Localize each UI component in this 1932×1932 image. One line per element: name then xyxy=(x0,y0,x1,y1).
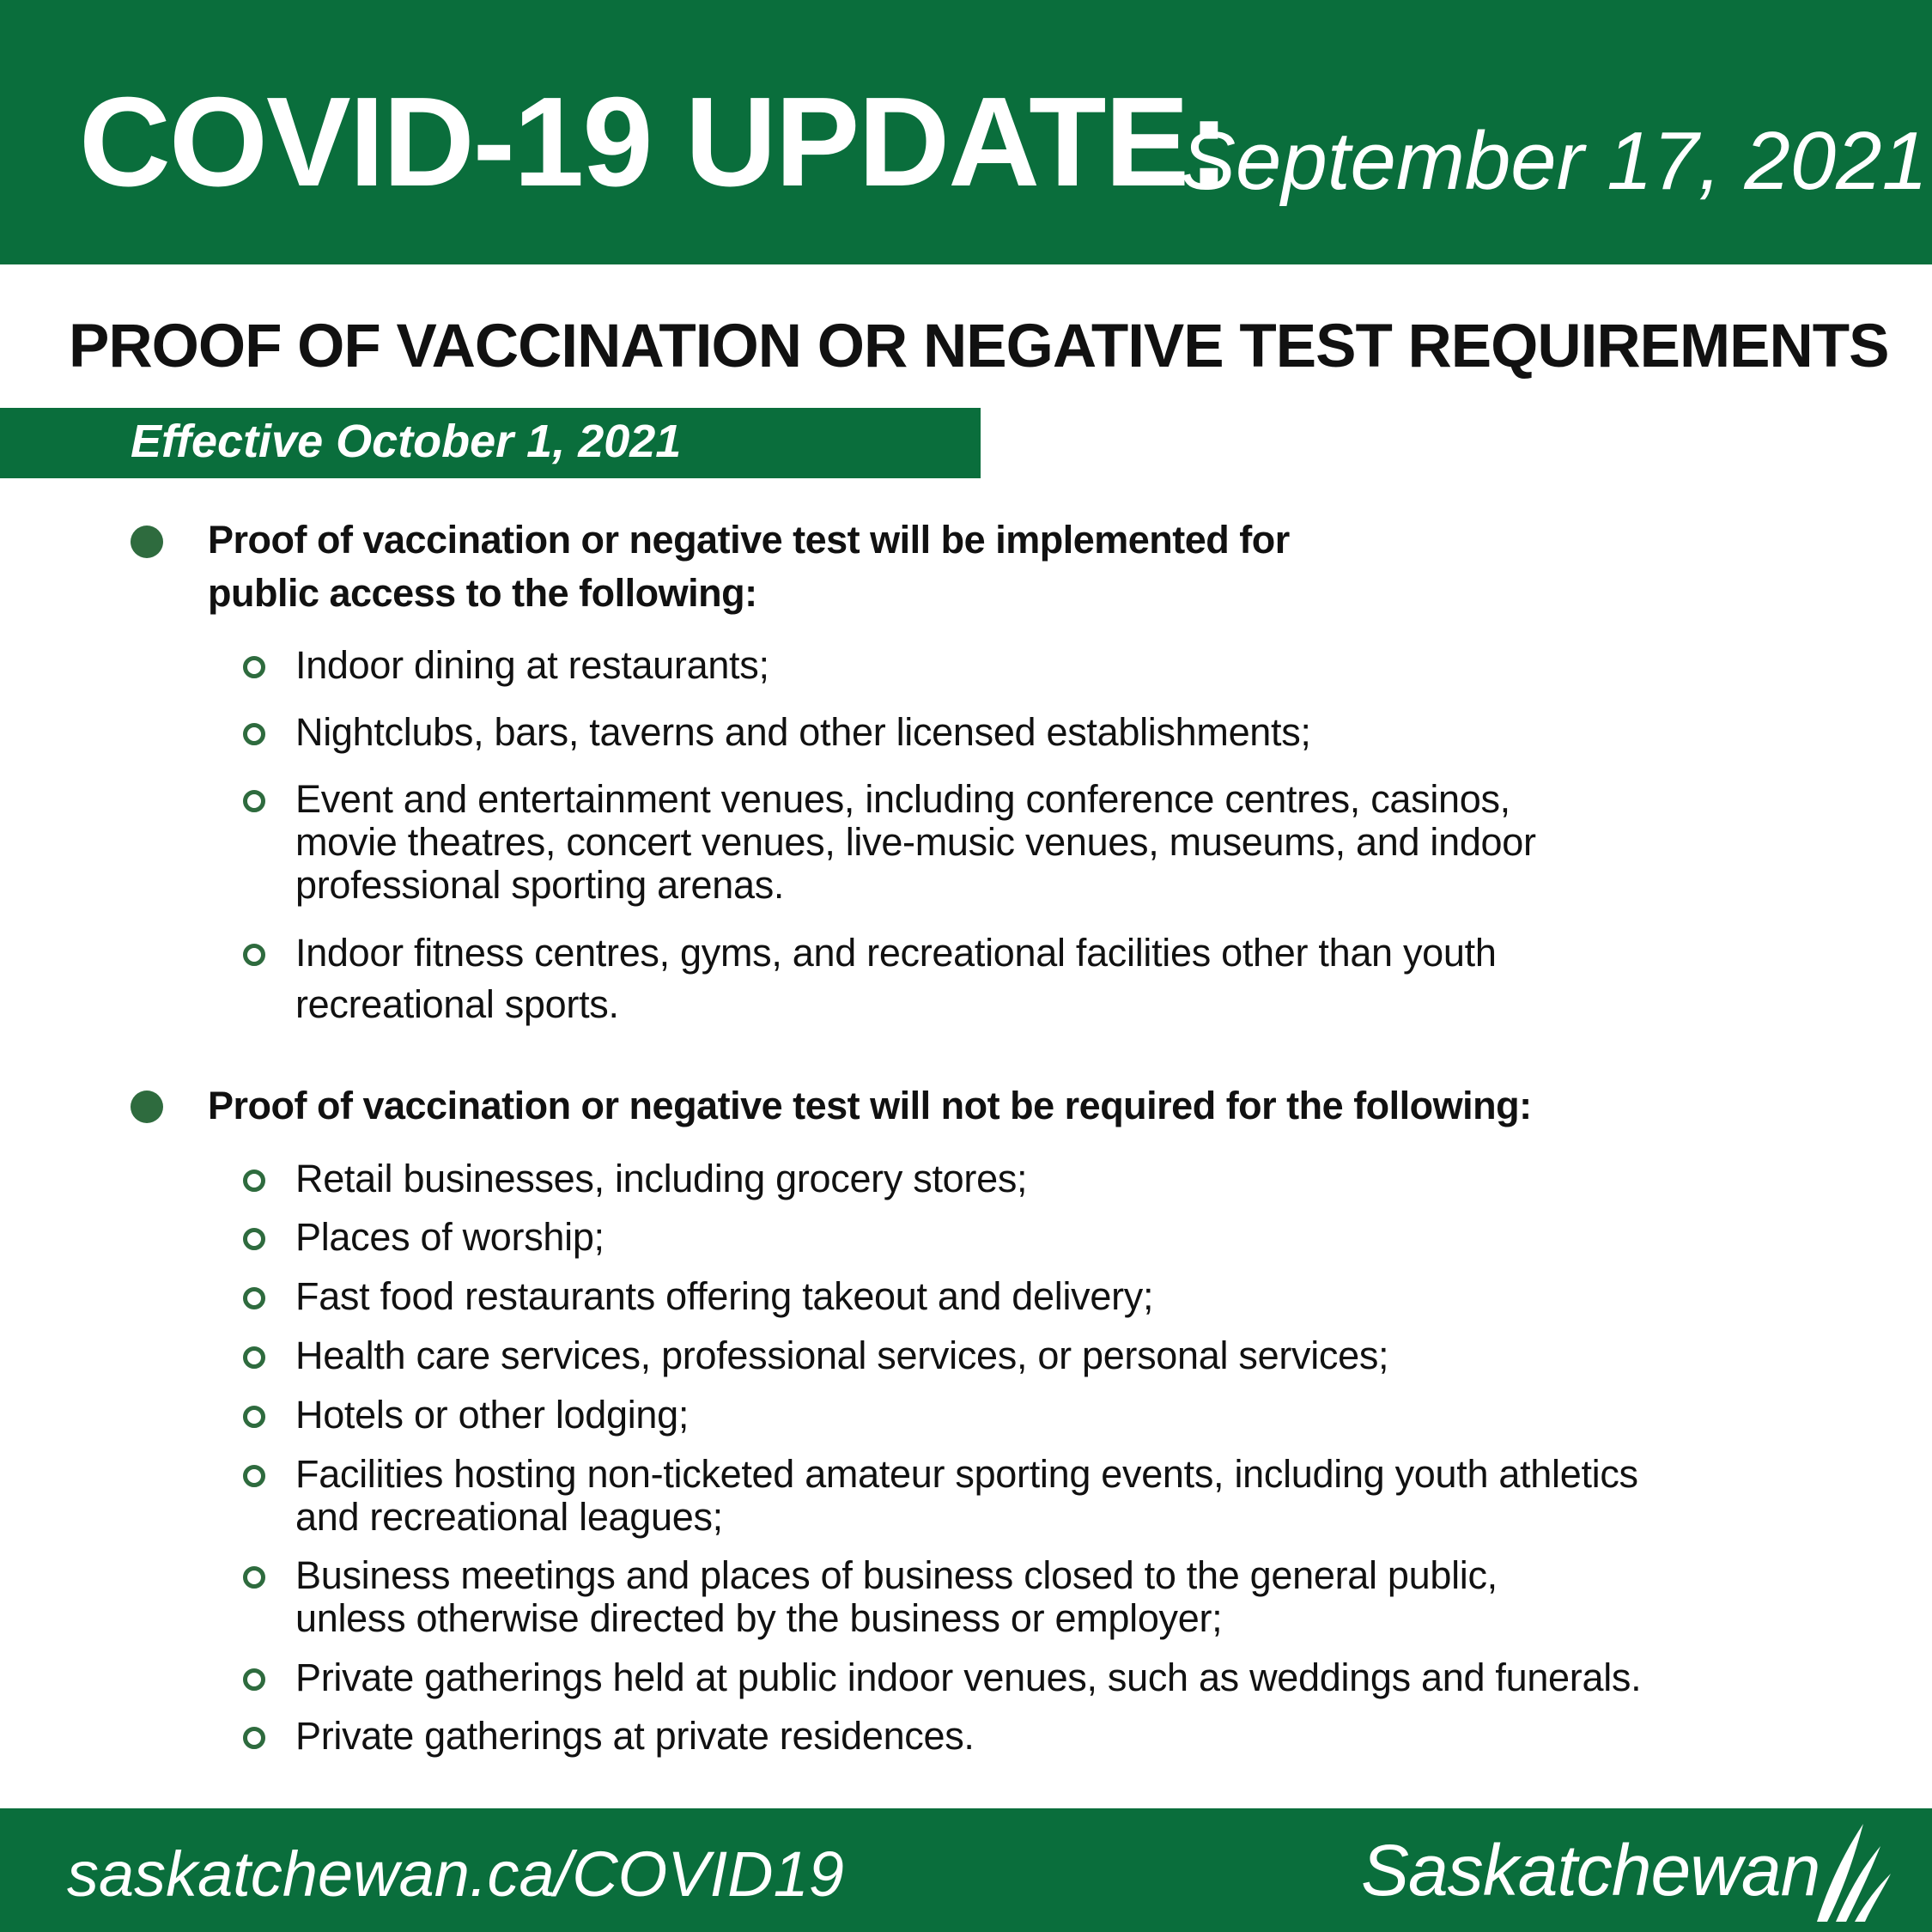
page-title: COVID-19 UPDATE: xyxy=(79,71,1229,213)
footer-banner xyxy=(0,1808,1932,1932)
not-required-item-text: and recreational leagues; xyxy=(295,1495,723,1539)
circle-bullet-icon xyxy=(243,723,265,745)
bullet-icon xyxy=(131,526,163,558)
not-required-item-text: Private gatherings at private residences. xyxy=(295,1714,975,1758)
circle-bullet-icon xyxy=(243,1566,265,1589)
not-required-item-text: unless otherwise directed by the business or employer; xyxy=(295,1596,1223,1640)
circle-bullet-icon xyxy=(243,944,265,966)
not-required-item-text: Private gatherings held at public indoor venues, such as weddings and funerals. xyxy=(295,1656,1642,1699)
circle-bullet-icon xyxy=(243,1727,265,1749)
not-required-heading: Proof of vaccination or negative test will not be required for the following: xyxy=(208,1084,1532,1127)
required-item-text: Event and entertainment venues, including conference centres, casinos, xyxy=(295,777,1510,821)
wheat-logo-icon xyxy=(1801,1820,1896,1923)
required-item-text: Nightclubs, bars, taverns and other licensed establishments; xyxy=(295,710,1311,754)
brand-wordmark: Saskatchewan xyxy=(1361,1830,1820,1911)
effective-date-banner xyxy=(0,408,981,478)
circle-bullet-icon xyxy=(243,1228,265,1250)
circle-bullet-icon xyxy=(243,1465,265,1487)
section-title: PROOF OF VACCINATION OR NEGATIVE TEST REQUIREMENTS xyxy=(69,313,1889,380)
not-required-item-text: Facilities hosting non-ticketed amateur sporting events, including youth athletics xyxy=(295,1452,1638,1496)
not-required-item-text: Retail businesses, including grocery stores; xyxy=(295,1157,1028,1200)
circle-bullet-icon xyxy=(243,1287,265,1309)
not-required-item-text: Health care services, professional services, or personal services; xyxy=(295,1334,1389,1377)
required-item-text: recreational sports. xyxy=(295,982,619,1026)
required-item-text: movie theatres, concert venues, live-music venues, museums, and indoor xyxy=(295,820,1536,864)
not-required-item-text: Places of worship; xyxy=(295,1215,605,1259)
effective-date: Effective October 1, 2021 xyxy=(131,416,682,467)
required-heading-line-1: Proof of vaccination or negative test will be implemented for xyxy=(208,518,1290,562)
bullet-icon xyxy=(131,1091,163,1123)
header-banner xyxy=(0,0,1932,264)
required-item-text: professional sporting arenas. xyxy=(295,863,785,907)
required-item-text: Indoor fitness centres, gyms, and recreational facilities other than youth xyxy=(295,931,1497,975)
circle-bullet-icon xyxy=(243,1346,265,1369)
required-item-text: Indoor dining at restaurants; xyxy=(295,643,769,687)
not-required-item-text: Hotels or other lodging; xyxy=(295,1393,690,1437)
website-link[interactable]: saskatchewan.ca/COVID19 xyxy=(67,1838,844,1910)
circle-bullet-icon xyxy=(243,1406,265,1428)
required-heading xyxy=(208,513,1290,620)
circle-bullet-icon xyxy=(243,1170,265,1192)
circle-bullet-icon xyxy=(243,790,265,812)
not-required-item-text: Business meetings and places of business closed to the general public, xyxy=(295,1553,1498,1597)
required-heading-line-2: public access to the following: xyxy=(208,571,757,615)
circle-bullet-icon xyxy=(243,656,265,678)
circle-bullet-icon xyxy=(243,1668,265,1691)
update-date: September 17, 2021 xyxy=(1181,115,1928,207)
not-required-item-text: Fast food restaurants offering takeout and delivery; xyxy=(295,1274,1154,1318)
